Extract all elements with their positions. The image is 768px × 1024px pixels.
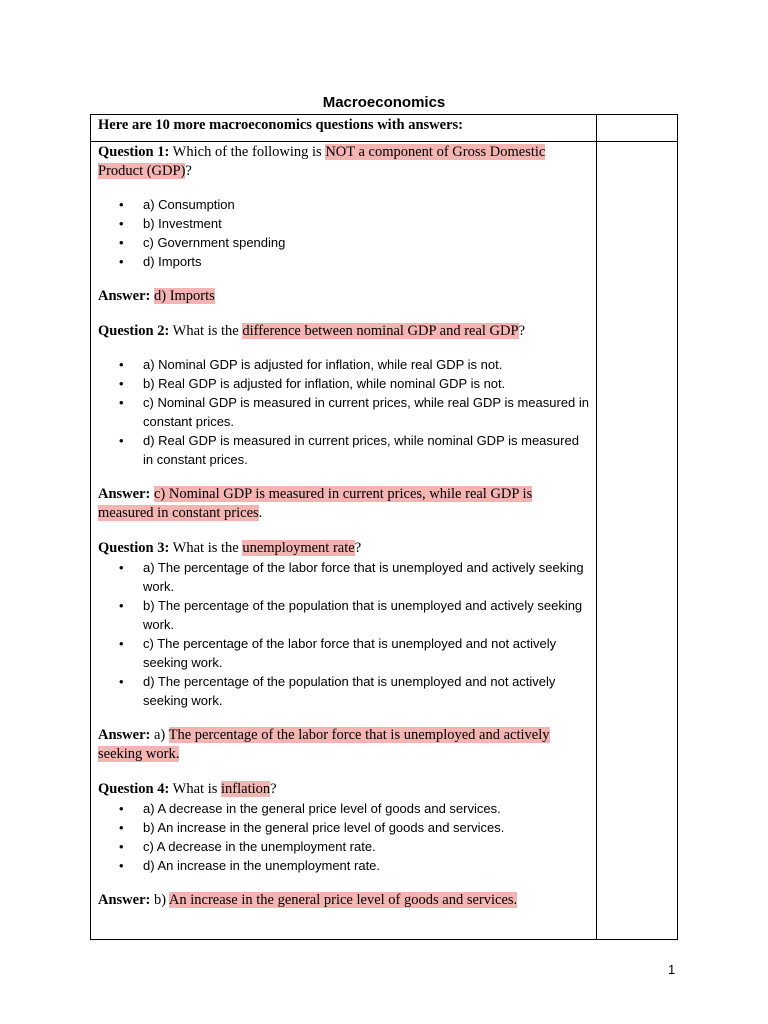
question-block	[98, 539, 590, 764]
list-item: • d) The percentage of the population that is unemployed and not actively seeking work.	[119, 674, 556, 708]
question-post: ?	[270, 781, 277, 797]
answer-label: Answer:	[98, 486, 151, 502]
list-item: • c) Government spending	[119, 235, 286, 250]
question-pre: Which of the following is	[172, 144, 326, 160]
question-highlight: inflation	[221, 781, 271, 797]
question-post: ?	[185, 163, 192, 179]
question-label: Question 1:	[98, 144, 170, 160]
answer-text	[98, 287, 590, 306]
list-item: • b) Investment	[119, 216, 222, 231]
empty-cell	[597, 115, 678, 142]
question-block	[98, 780, 590, 910]
answer-highlight: The percentage of the labor force that is unemployed and actively seeking work.	[98, 727, 550, 762]
list-item: • a) The percentage of the labor force that is unemployed and actively seeking work.	[119, 560, 584, 594]
question-block	[98, 322, 590, 523]
option-text: c) The percentage of the labor force that is unemployed and not actively seeking work.	[143, 636, 557, 670]
question-label: Question 2:	[98, 323, 170, 339]
list-item: • b) The percentage of the population that is unemployed and actively seeking work.	[119, 598, 583, 632]
options-list	[98, 355, 590, 469]
answer-text	[98, 726, 590, 764]
question-pre: What is the	[172, 540, 243, 556]
option-text: a) Nominal GDP is adjusted for inflation, while real GDP is not.	[143, 357, 503, 372]
qa-table	[90, 114, 678, 940]
questions-cell	[91, 142, 597, 940]
intro-cell: Here are 10 more macroeconomics questions with answers:	[91, 115, 597, 142]
option-text: a) Consumption	[143, 197, 235, 212]
question-text	[98, 539, 590, 558]
question-block	[98, 143, 590, 306]
list-item: • c) A decrease in the unemployment rate.	[119, 839, 376, 854]
question-highlight: NOT a component of Gross Domestic Product (GDP)	[98, 144, 546, 179]
question-highlight: difference between nominal GDP and real GDP	[242, 323, 519, 339]
option-text: b) Real GDP is adjusted for inflation, while nominal GDP is not.	[143, 376, 506, 391]
list-item: • b) Real GDP is adjusted for inflation, while nominal GDP is not.	[119, 376, 506, 391]
page-number: 1	[668, 962, 676, 977]
option-text: a) The percentage of the labor force that is unemployed and actively seeking work.	[143, 560, 584, 594]
option-text: c) Nominal GDP is measured in current prices, while real GDP is measured in constant prices.	[143, 395, 590, 429]
list-item: • d) An increase in the unemployment rate.	[119, 858, 381, 873]
option-text: d) Real GDP is measured in current prices, while nominal GDP is measured in constant prices.	[143, 433, 579, 467]
option-text: d) An increase in the unemployment rate.	[143, 858, 381, 873]
answer-text	[98, 891, 590, 910]
list-item: • c) The percentage of the labor force that is unemployed and not actively seeking work.	[119, 636, 557, 670]
table-header-row	[91, 115, 678, 142]
list-item: • a) A decrease in the general price level of goods and services.	[119, 801, 501, 816]
question-pre: What is	[172, 781, 221, 797]
answer-label: Answer:	[98, 727, 151, 743]
question-post: ?	[518, 323, 525, 339]
answer-label: Answer:	[98, 288, 151, 304]
question-highlight: unemployment rate	[242, 540, 355, 556]
question-text	[98, 322, 590, 341]
answer-highlight: d) Imports	[153, 288, 215, 304]
answer-prefix: b)	[153, 892, 169, 908]
question-label: Question 4:	[98, 781, 170, 797]
options-list	[98, 799, 590, 875]
list-item: • a) Consumption	[119, 197, 235, 212]
list-item: • d) Imports	[119, 254, 202, 269]
list-item: • b) An increase in the general price level of goods and services.	[119, 820, 505, 835]
answer-label: Answer:	[98, 892, 151, 908]
empty-cell	[597, 142, 678, 940]
list-item: • c) Nominal GDP is measured in current prices, while real GDP is measured in constant prices.	[119, 395, 590, 429]
table-body-row	[91, 142, 678, 940]
option-text: d) Imports	[143, 254, 202, 269]
options-list	[98, 195, 590, 271]
document-title: Macroeconomics	[322, 94, 446, 111]
list-item: • d) Real GDP is measured in current prices, while nominal GDP is measured in constant prices.	[119, 433, 579, 467]
answer-suffix: .	[258, 505, 263, 521]
question-text	[98, 143, 590, 181]
question-label: Question 3:	[98, 540, 170, 556]
option-text: c) Government spending	[143, 235, 286, 250]
option-text: c) A decrease in the unemployment rate.	[143, 839, 376, 854]
answer-text	[98, 485, 590, 523]
option-text: b) An increase in the general price level of goods and services.	[143, 820, 505, 835]
answer-prefix: a)	[153, 727, 169, 743]
list-item: • a) Nominal GDP is adjusted for inflation, while real GDP is not.	[119, 357, 503, 372]
answer-highlight: c) Nominal GDP is measured in current prices, while real GDP is measured in constant prices	[98, 486, 533, 521]
option-text: a) A decrease in the general price level of goods and services.	[143, 801, 501, 816]
question-post: ?	[354, 540, 362, 556]
question-text	[98, 780, 590, 799]
answer-highlight: An increase in the general price level of goods and services.	[168, 892, 518, 908]
options-list	[98, 558, 590, 710]
option-text: b) Investment	[143, 216, 222, 231]
option-text: b) The percentage of the population that is unemployed and actively seeking work.	[143, 598, 583, 632]
option-text: d) The percentage of the population that is unemployed and not actively seeking work.	[143, 674, 556, 708]
question-pre: What is the	[172, 323, 243, 339]
